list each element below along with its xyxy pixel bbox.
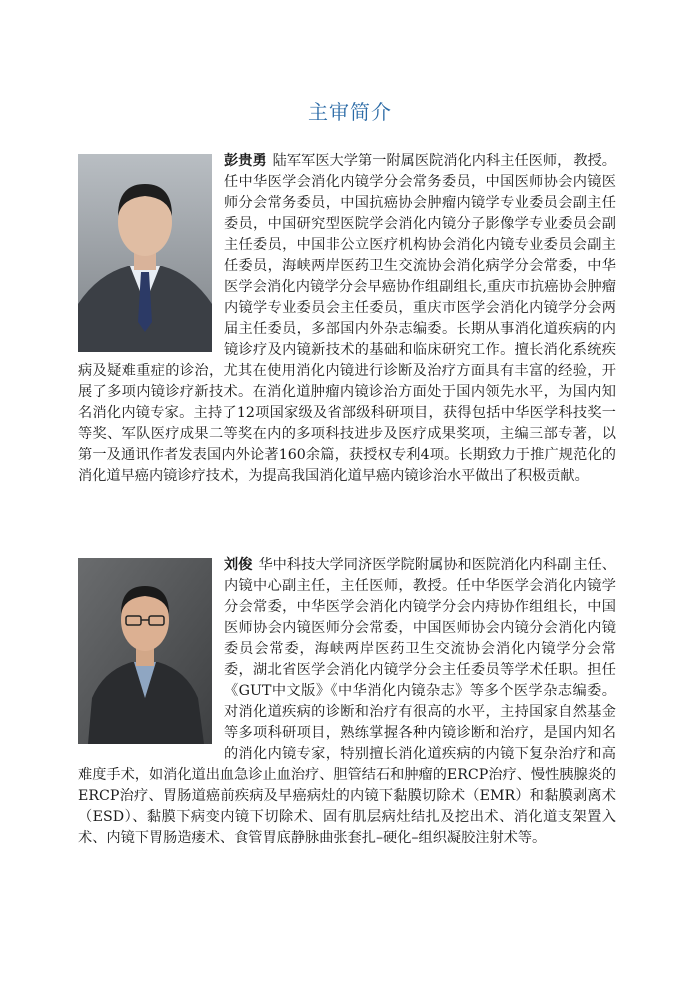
portrait-photo — [78, 154, 212, 352]
page-title: 主审简介 — [308, 100, 392, 124]
portrait-illustration — [78, 154, 212, 352]
bio-text: 主任、内镜中心副主任，主任医师，教授。任中华医学会消化内镜学分会常委，中华医学会消化内镜学分会内痔协作组组长，中国医师协会内镜医师分会常委，中国医师协会内镜分会消化内镜委员会常委，海峡两岸医药卫生交流协会消化内镜学分会常委，湖北省医学会消化内镜学分会主任委员等学术任职。担任《GUT中文版》《中华消化内镜杂志》等多个医学杂志编委。对消化道疾病的诊断和治疗有很高的水平，主持国家自然基金等多项科研项目，熟练掌握各种内镜诊断和治疗，是国内知名的消化内镜专家，特别擅长消化道疾病的内镜下复杂治疗和高难度手术，如消化道出血急诊止血治疗、胆管结石和肿瘤的ERCP治疗、慢性胰腺炎的ERCP治疗、胃肠道癌前疾病及早癌病灶的内镜下黏膜切除术（EMR）和黏膜剥离术（ESD）、黏膜下病变内镜下切除术、固有肌层病灶结扎及挖出术、消化道支架置入术、内镜下胃肠造瘘术、食管胃底静脉曲张套扎–硬化–组织凝胶注射术等。 — [78, 557, 617, 846]
bio-peng-guiyong — [78, 151, 616, 487]
portrait-illustration — [78, 558, 212, 744]
bio-liu-jun — [78, 555, 616, 849]
portrait-photo — [78, 558, 212, 744]
doctor-affiliation: 华中科技大学同济医学院附属协和医院消化内科副 — [258, 557, 572, 573]
doctor-affiliation: 陆军军医大学第一附属医院消化内科主任医师， — [272, 153, 572, 169]
doctor-name: 刘俊 — [224, 557, 253, 573]
doctor-name: 彭贵勇 — [224, 153, 267, 169]
bio-text: 教授。任中华医学会消化内镜学分会常务委员，中国医师协会内镜医师分会常务委员，中国抗癌协会肿瘤内镜学专业委员会副主任委员，中国研究型医院学会消化内镜分子影像学专业委员会副主任委员，中国非公立医疗机构协会消化内镜专业委员会副主任委员，海峡两岸医药卫生交流协会消化病学分会常委，中华医学会消化内镜学分会早癌协作组副组长,重庆市抗癌协会肿瘤内镜学专业委员会主任委员，重庆市医学会消化内镜学分会两届主任委员，多部国内外杂志编委。长期从事消化道疾病的内镜诊疗及内镜新技术的基础和临床研究工作。擅长消化系统疾病及疑难重症的诊治，尤其在使用消化内镜进行诊断及治疗方面具有丰富的经验，开展了多项内镜诊疗新技术。在消化道肿瘤内镜诊治方面处于国内领先水平，为国内知名消化内镜专家。主持了12项国家级及省部级科研项目，获得包括中华医学科技奖一等奖、军队医疗成果二等奖在内的多项科技进步及医疗成果奖项，主编三部专著，以第一及通讯作者发表国内外论著160余篇，获授权专利4项。长期致力于推广规范化的消化道早癌内镜诊疗技术，为提高我国消化道早癌内镜诊治水平做出了积极贡献。 — [78, 153, 616, 484]
